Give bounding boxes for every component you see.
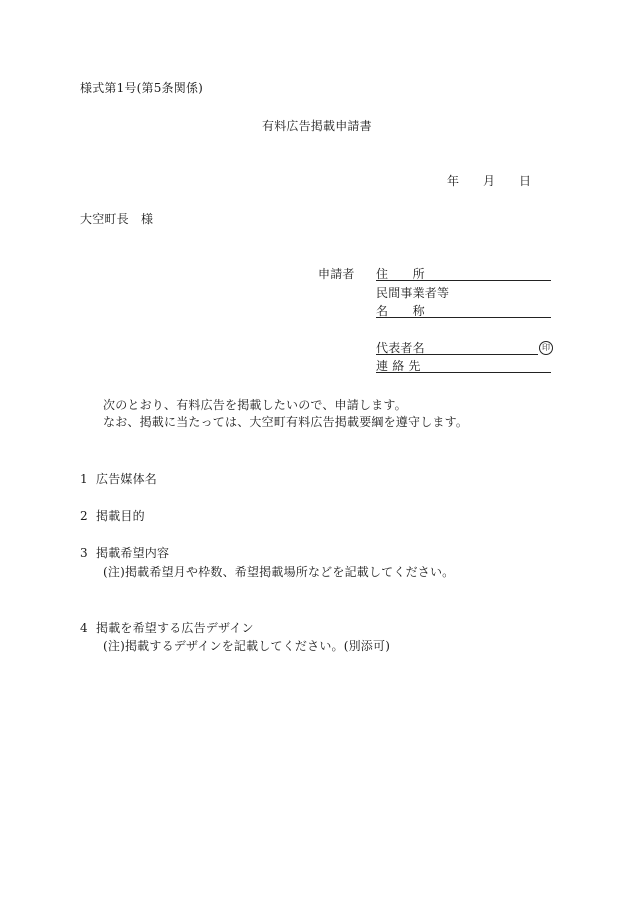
representative-label: 代表者名 — [376, 341, 425, 355]
org-type-label: 民間事業者等 — [376, 286, 450, 300]
item-label-desired-content: 掲載希望内容 — [96, 546, 170, 560]
date-year-label: 年 — [447, 174, 460, 188]
body-line-1: 次のとおり、有料広告を掲載したいので、申請します。 — [103, 398, 407, 412]
applicant-label: 申請者 — [318, 267, 355, 281]
item-label-ad-design: 掲載を希望する広告デザイン — [96, 621, 254, 635]
item-number: 1 — [80, 472, 88, 486]
form-number: 様式第1号(第5条関係) — [80, 81, 204, 95]
representative-field-line — [376, 354, 538, 355]
addressee: 大空町長 様 — [80, 212, 154, 226]
contact-label: 連 絡 先 — [376, 359, 421, 373]
seal-mark: 印 — [539, 341, 553, 355]
name-label: 名 称 — [376, 304, 425, 318]
item-label-media-name: 広告媒体名 — [96, 472, 158, 486]
item-number: 3 — [80, 546, 88, 560]
item-note-desired-content: (注)掲載希望月や枠数、希望掲載場所などを記載してください。 — [103, 565, 455, 579]
date-month-label: 月 — [483, 174, 496, 188]
item-label-purpose: 掲載目的 — [96, 509, 145, 523]
date-day-label: 日 — [519, 174, 532, 188]
contact-field-line — [376, 372, 551, 373]
item-number: 2 — [80, 509, 88, 523]
item-number: 4 — [80, 621, 88, 635]
body-line-2: なお、掲載に当たっては、大空町有料広告掲載要綱を遵守します。 — [103, 415, 469, 429]
address-field-line — [376, 280, 551, 281]
name-field-line — [376, 317, 551, 318]
address-label: 住 所 — [376, 267, 425, 281]
item-note-ad-design: (注)掲載するデザインを記載してください。(別添可) — [103, 639, 391, 653]
document-title: 有料広告掲載申請書 — [262, 119, 372, 133]
